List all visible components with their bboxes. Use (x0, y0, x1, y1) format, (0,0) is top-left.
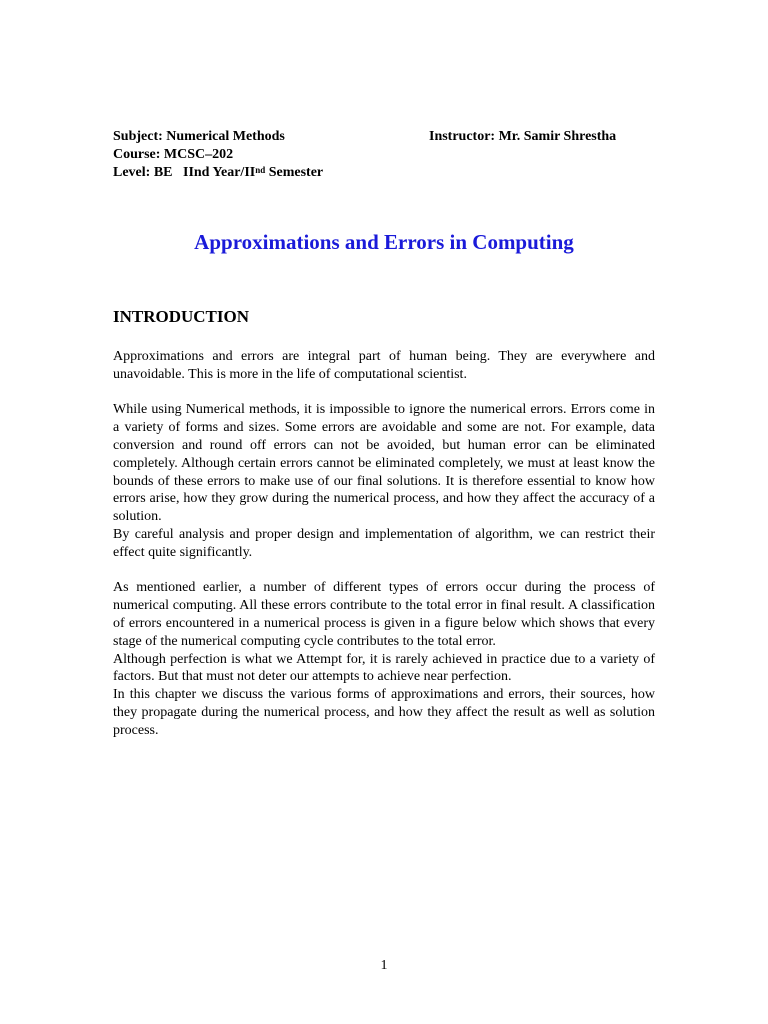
level-line (113, 164, 673, 182)
paragraph-3: By careful analysis and proper design and implementation of algorithm, we can restrict their effect quite significantly. (113, 526, 655, 560)
level-superscript: nd (255, 165, 266, 175)
body-text (113, 348, 655, 740)
paragraph-4: As mentioned earlier, a number of different types of errors occur during the process of numerical computing. All these errors contribute to the total error in final result. A classification of errors encountered in a numerical process is given in a figure below which shows that every stage of the numerical computing cycle contributes to the total error. (113, 580, 655, 649)
subject-line: Subject: Numerical Methods (113, 129, 285, 144)
document-title: Approximations and Errors in Computing (194, 230, 574, 254)
paragraph-5: Although perfection is what we Attempt for, it is rarely achieved in practice due to a variety of factors. But that must not deter our attempts to achieve near perfection. (113, 651, 655, 685)
section-heading: INTRODUCTION (113, 307, 250, 326)
paragraph-1: Approximations and errors are integral part of human being. They are everywhere and unavoidable. This is more in the life of computational scientist. (113, 349, 655, 382)
level-prefix: Level: BE IInd Year/II (113, 165, 256, 180)
level-suffix: Semester (265, 165, 324, 180)
page-number: 1 (380, 958, 388, 973)
subject-row (113, 128, 673, 146)
paragraph-2: While using Numerical methods, it is impossible to ignore the numerical errors. Errors come in a variety of forms and sizes. Some errors are avoidable and some are not. For example, data conversion and round off errors can not be avoided, but human error can be eliminated completely. Although certain errors cannot be eliminated completely, we must at least know the bounds of these errors to make use of our final solutions. It is therefore essential to know how errors arise, how they grow during the numerical process, and how they affect the accuracy of a solution. (113, 402, 655, 525)
course-line: Course: MCSC–202 (113, 147, 234, 162)
paragraph-6: In this chapter we discuss the various forms of approximations and errors, their sources, how they propagate during the numerical process, and how they affect the result as well as solution process. (113, 687, 655, 738)
instructor-line: Instructor: Mr. Samir Shrestha (429, 129, 617, 144)
course-header (113, 128, 673, 182)
